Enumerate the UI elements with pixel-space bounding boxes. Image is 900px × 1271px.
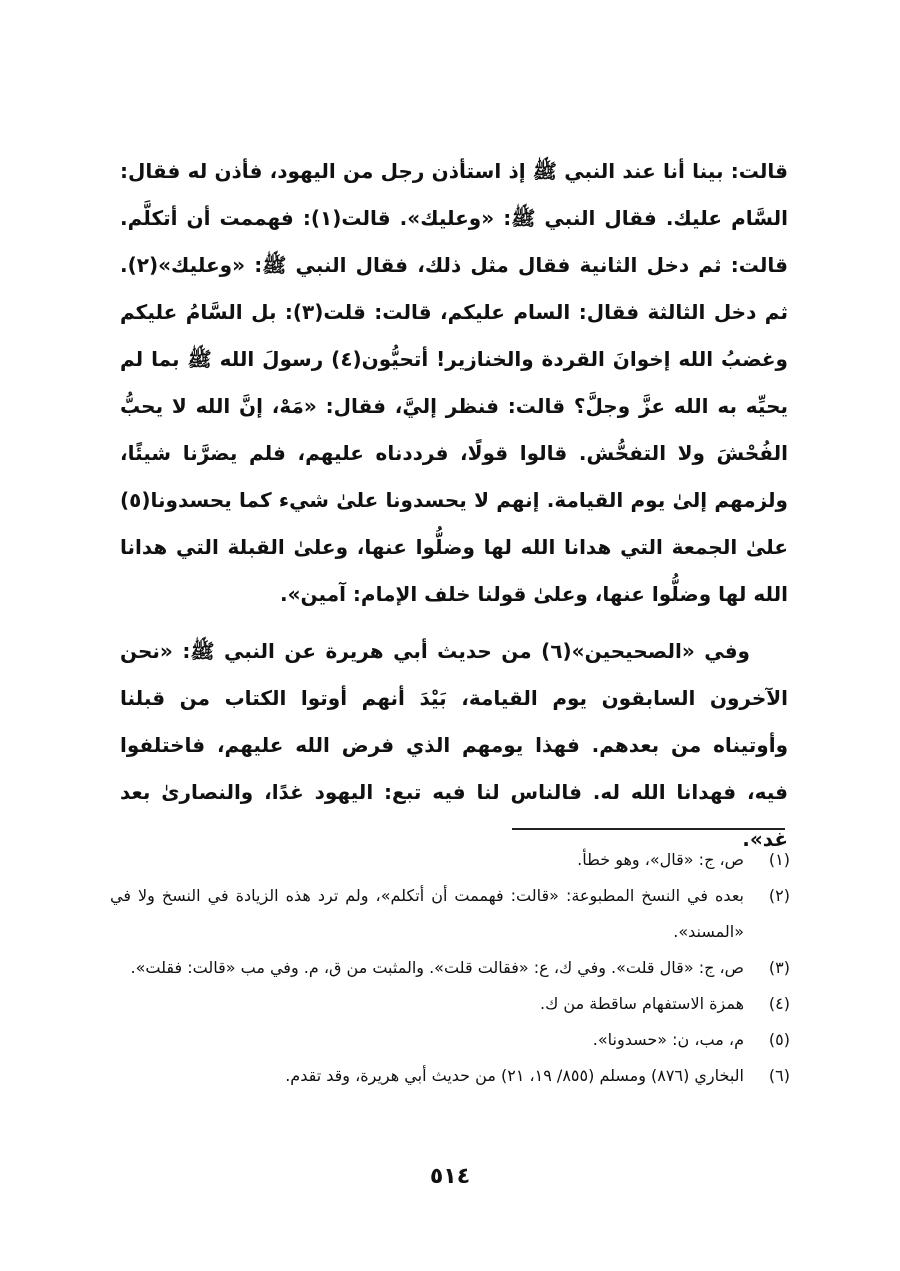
footnote-number: (٥) [768,1030,790,1049]
footnote-text: بعده في النسخ المطبوعة: «قالت: فهممت أن أتكلم»، ولم ترد هذه الزيادة في النسخ ولا في «المسند». [110,886,744,941]
footnote-1 [110,842,790,878]
footnote-3 [110,950,790,986]
footnote-text: م، مب، ن: «حسدونا». [592,1030,744,1049]
footnote-text: ص، ج: «قال»، وهو خطأ. [577,850,744,869]
footnote-text: همزة الاستفهام ساقطة من ك. [540,994,744,1013]
paragraph-hadith-aisha: قالت: بينا أنا عند النبي ﷺ إذ استأذن رجل من اليهود، فأذن له فقال: السَّام عليك. فقال النبي ﷺ: «وعليك». قالت(١): فهممت أن أتكلَّم. قالت: ثم دخل الثانية فقال مثل ذلك، فقال النبي ﷺ: «وعليك»(٢). ثم دخل الثالثة فقال: السام عليكم، قالت: قلت(٣): بل السَّامُ عليكم وغضبُ الله إخوانَ القردة والخنازير! أتحيُّون(٤) رسولَ الله ﷺ بما لم يحيِّه به الله عزَّ وجلَّ؟ قالت: فنظر إليَّ، فقال: «مَهْ، إنَّ الله لا يحبُّ الفُحْشَ ولا التفحُّش. قالوا قولًا، فرددناه عليهم، فلم يضرَّنا شيئًا، ولزمهم إلىٰ يوم القيامة. إنهم لا يحسدونا علىٰ شيء كما يحسدونا(٥) علىٰ الجمعة التي هدانا الله لها وضلُّوا عنها، وعلىٰ القبلة التي هدانا الله لها وضلُّوا عنها، وعلىٰ قولنا خلف الإمام: آمين». [120,159,788,606]
footnote-divider [512,828,785,830]
footnote-text: البخاري (٨٧٦) ومسلم (٨٥٥/ ١٩، ٢١) من حديث أبي هريرة، وقد تقدم. [285,1066,744,1085]
footnote-number: (٤) [768,994,790,1013]
paragraph-hadith-abu-hurayra: وفي «الصحيحين»(٦) من حديث أبي هريرة عن النبي ﷺ: «نحن الآخرون السابقون يوم القيامة، بَيْدَ أنهم أوتوا الكتاب من قبلنا وأوتيناه من بعدهم. فهذا يومهم الذي فرض الله عليهم، فاختلفوا فيه، فهدانا الله له. فالناس لنا فيه تبع: اليهود غدًا، والنصارىٰ بعد غد». [120,639,788,851]
footnotes [110,842,790,1094]
footnote-2 [110,878,790,950]
footnote-number: (٣) [768,958,790,977]
page-number: ٥١٤ [429,1164,471,1189]
footnote-5 [110,1022,790,1058]
footnote-number: (٦) [768,1066,790,1085]
footnote-number: (٢) [768,886,790,905]
footnote-4 [110,986,790,1022]
footnote-6 [110,1058,790,1094]
main-text [120,148,788,873]
footnote-number: (١) [768,850,790,869]
footnote-text: ص، ج: «قال قلت». وفي ك، ع: «فقالت قلت». والمثبت من ق، م. وفي مب «قالت: فقلت». [130,958,744,977]
